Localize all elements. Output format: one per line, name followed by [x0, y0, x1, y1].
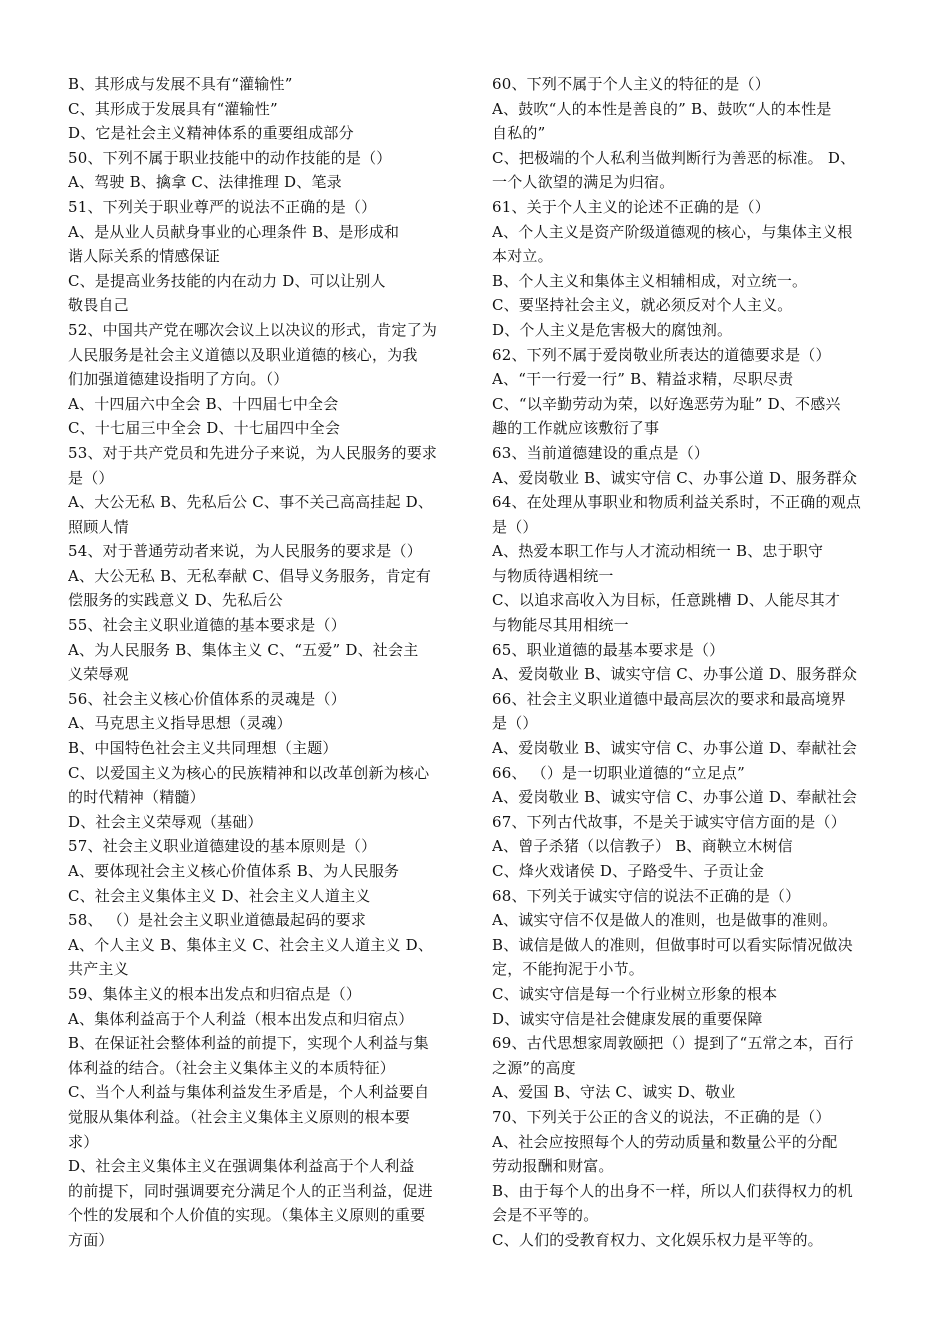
text-line: 谐人际关系的情感保证 — [68, 247, 221, 266]
text-line: 体利益的结合。（社会主义集体主义的本质特征） — [68, 1058, 395, 1077]
text-line: 之源”的高度 — [492, 1058, 576, 1077]
text-line: 定，不能拘泥于小节。 — [492, 960, 645, 979]
text-line: 义荣辱观 — [68, 665, 129, 684]
text-line: 敬畏自己 — [68, 296, 129, 315]
text-line: B、中国特色社会主义共同理想（主题） — [68, 739, 338, 758]
text-line: A、爱岗敬业 B、诚实守信 C、办事公道 D、服务群众 — [492, 665, 858, 684]
text-line: A、鼓吹“人的本性是善良的” B、鼓吹“人的本性是 — [492, 99, 832, 118]
text-line: 52、中国共产党在哪次会议上以决议的形式，肯定了为 — [68, 320, 438, 339]
text-line: C、“以辛勤劳动为荣，以好逸恶劳为耻” D、不感兴 — [492, 394, 841, 413]
text-line: C、诚实守信是每一个行业树立形象的根本 — [492, 984, 778, 1003]
text-line: 人民服务是社会主义道德以及职业道德的核心，为我 — [68, 345, 418, 364]
text-line: A、爱岗敬业 B、诚实守信 C、办事公道 D、奉献社会 — [492, 788, 858, 807]
text-line: C、把极端的个人私利当做判断行为善恶的标准。 D、 — [492, 148, 856, 167]
left-text-column — [68, 72, 460, 1253]
text-line: 共产主义 — [68, 960, 129, 979]
text-line: 70、下列关于公正的含义的说法，不正确的是（） — [492, 1107, 831, 1126]
text-line: 自私的” — [492, 124, 546, 143]
text-line: 68、下列关于诚实守信的说法不正确的是（） — [492, 886, 801, 905]
text-line: C、社会主义集体主义 D、社会主义人道主义 — [68, 886, 371, 905]
text-line: D、社会主义荣辱观（基础） — [68, 812, 263, 831]
text-line: 66、社会主义职业道德中最高层次的要求和最高境界 — [492, 689, 846, 708]
text-line: 劳动报酬和财富。 — [492, 1157, 614, 1176]
text-line: C、以爱国主义为核心的民族精神和以改革创新为核心 — [68, 763, 430, 782]
text-line: 66、 （）是一切职业道德的“立足点” — [492, 763, 745, 782]
text-line: A、社会应按照每个人的劳动质量和数量公平的分配 — [492, 1132, 838, 1151]
right-text-column — [492, 72, 884, 1253]
text-line: 会是不平等的。 — [492, 1206, 599, 1225]
text-line: A、“干一行爱一行” B、精益求精，尽职尽责 — [492, 370, 794, 389]
text-line: A、爱岗敬业 B、诚实守信 C、办事公道 D、服务群众 — [492, 468, 858, 487]
text-line: 58、 （）是社会主义职业道德最起码的要求 — [68, 911, 367, 930]
text-line: 们加强道德建设指明了方向。（） — [68, 370, 289, 389]
text-line: 61、关于个人主义的论述不正确的是（） — [492, 197, 770, 216]
text-line: 偿服务的实践意义 D、先私后公 — [68, 591, 283, 610]
text-line: A、驾驶 B、擒拿 C、法律推理 D、笔录 — [68, 173, 342, 192]
text-line: 67、下列古代故事，不是关于诚实守信方面的是（） — [492, 812, 846, 831]
text-line: A、个人主义 B、集体主义 C、社会主义人道主义 D、 — [68, 935, 434, 954]
text-line: A、集体利益高于个人利益（根本出发点和归宿点） — [68, 1009, 414, 1028]
text-line: A、十四届六中全会 B、十四届七中全会 — [68, 394, 339, 413]
text-line: 方面） — [68, 1230, 114, 1249]
text-line: 的时代精神（精髓） — [68, 788, 205, 807]
text-line: B、由于每个人的出身不一样，所以人们获得权力的机 — [492, 1181, 853, 1200]
text-line: A、爱岗敬业 B、诚实守信 C、办事公道 D、奉献社会 — [492, 739, 858, 758]
text-line: A、要体现社会主义核心价值体系 B、为人民服务 — [68, 862, 400, 880]
text-line: C、是提高业务技能的内在动力 D、可以让别人 — [68, 271, 386, 290]
text-line: 求） — [68, 1132, 99, 1151]
text-line: 趣的工作就应该敷衍了事 — [492, 419, 660, 438]
text-line: 一个人欲望的满足为归宿。 — [492, 173, 675, 192]
text-line: C、当个人利益与集体利益发生矛盾是，个人利益要自 — [68, 1083, 430, 1102]
text-line: 60、下列不属于个人主义的特征的是（） — [492, 75, 770, 93]
text-line: A、个人主义是资产阶级道德观的核心，与集体主义根 — [492, 222, 853, 241]
text-line: 59、集体主义的根本出发点和归宿点是（） — [68, 984, 362, 1003]
text-line: 50、下列不属于职业技能中的动作技能的是（） — [68, 148, 392, 167]
text-line: C、十七届三中全会 D、十七届四中全会 — [68, 419, 341, 438]
text-line: D、诚实守信是社会健康发展的重要保障 — [492, 1009, 763, 1028]
text-line: A、曾子杀猪（以信教子） B、商鞅立木树信 — [492, 837, 793, 856]
text-line: 是（） — [492, 517, 538, 536]
text-line: C、要坚持社会主义，就必须反对个人主义。 — [492, 296, 793, 315]
text-line: A、为人民服务 B、集体主义 C、“五爱” D、社会主 — [68, 640, 419, 659]
text-line: 57、社会主义职业道德建设的基本原则是（） — [68, 837, 377, 856]
text-line: A、大公无私 B、无私奉献 C、倡导义务服务，肯定有 — [68, 566, 432, 585]
text-line: 的前提下，同时强调要充分满足个人的正当利益，促进 — [68, 1181, 433, 1200]
text-line: 觉服从集体利益。（社会主义集体主义原则的根本要 — [68, 1107, 411, 1126]
text-line: 64、在处理从事职业和物质利益关系时，不正确的观点 — [492, 493, 862, 512]
text-line: D、社会主义集体主义在强调集体利益高于个人利益 — [68, 1157, 415, 1176]
text-line: 65、职业道德的最基本要求是（） — [492, 640, 725, 659]
text-line: 个性的发展和个人价值的实现。（集体主义原则的重要 — [68, 1206, 426, 1225]
text-line: A、是从业人员献身事业的心理条件 B、是形成和 — [68, 222, 400, 241]
text-line: A、马克思主义指导思想（灵魂） — [68, 714, 292, 733]
text-line: 69、古代思想家周敦颐把（）提到了“五常之本，百行 — [492, 1034, 854, 1053]
text-line: 63、当前道德建设的重点是（） — [492, 443, 710, 462]
text-line: 是（） — [492, 714, 538, 733]
text-line: A、大公无私 B、先私后公 C、事不关己高高挂起 D、 — [68, 493, 434, 512]
text-line: 62、下列不属于爱岗敬业所表达的道德要求是（） — [492, 345, 831, 364]
text-line: A、热爱本职工作与人才流动相统一 B、忠于职守 — [492, 542, 824, 561]
text-line: C、人们的受教育权力、文化娱乐权力是平等的。 — [492, 1230, 823, 1249]
text-line: A、诚实守信不仅是做人的准则，也是做事的准则。 — [492, 911, 838, 930]
text-line: B、个人主义和集体主义相辅相成，对立统一。 — [492, 271, 808, 290]
text-line: 54、对于普通劳动者来说，为人民服务的要求是（） — [68, 542, 422, 561]
text-line: B、其形成与发展不具有“灌输性” — [68, 75, 293, 93]
text-line: 与物质待遇相统一 — [492, 566, 614, 585]
text-line: 与物能尽其用相统一 — [492, 616, 629, 635]
text-line: C、以追求高收入为目标，任意跳槽 D、人能尽其才 — [492, 591, 841, 610]
text-line: A、爱国 B、守法 C、诚实 D、敬业 — [492, 1083, 736, 1102]
text-line: 51、下列关于职业尊严的说法不正确的是（） — [68, 197, 377, 216]
text-line: 56、社会主义核心价值体系的灵魂是（） — [68, 689, 346, 708]
text-line: C、其形成于发展具有“灌输性” — [68, 99, 278, 118]
text-line: 53、对于共产党员和先进分子来说，为人民服务的要求 — [68, 443, 438, 462]
text-line: B、在保证社会整体利益的前提下，实现个人利益与集 — [68, 1034, 429, 1053]
text-line: 本对立。 — [492, 247, 553, 266]
text-line: 55、社会主义职业道德的基本要求是（） — [68, 616, 346, 635]
text-line: 是（） — [68, 468, 114, 487]
text-line: D、个人主义是危害极大的腐蚀剂。 — [492, 320, 733, 339]
text-line: C、烽火戏诸侯 D、子路受牛、子贡让金 — [492, 862, 765, 880]
text-line: B、诚信是做人的准则，但做事时可以看实际情况做决 — [492, 935, 853, 954]
text-line: D、它是社会主义精神体系的重要组成部分 — [68, 124, 354, 143]
text-line: 照顾人情 — [68, 517, 129, 536]
